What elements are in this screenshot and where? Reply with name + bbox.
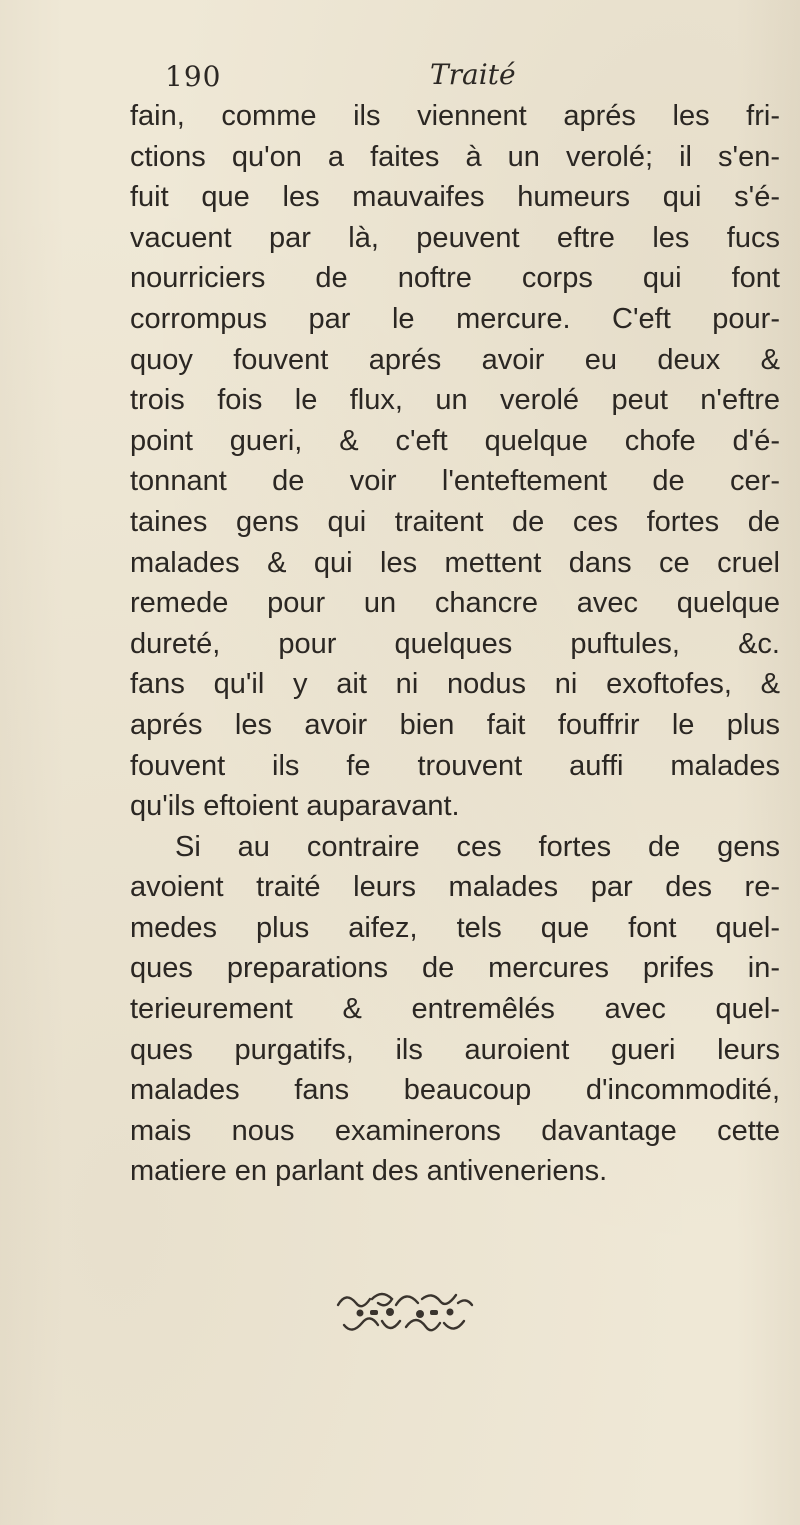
text-line: qu'ils eftoient auparavant. <box>130 790 460 823</box>
text-line: fain, comme ils viennent aprés les fri- <box>130 100 780 132</box>
text-line: fuit que les mauvaifes humeurs qui s'é- <box>130 181 780 214</box>
text-line: ctions qu'on a faites à un verolé; il s'en- <box>130 140 780 173</box>
running-title: Traité <box>430 58 516 91</box>
text-line: taines gens qui traitent de ces fortes de <box>130 505 780 538</box>
fleuron-ornament-icon <box>330 1285 480 1341</box>
text-line: corrompus par le mercure. C'eft pour- <box>130 302 780 335</box>
text-line: fans qu'il y ait ni nodus ni exoftofes, & <box>130 668 780 701</box>
text-line: avoient traité leurs malades par des re- <box>130 871 780 904</box>
text-line: malades & qui les mettent dans ce cruel <box>130 546 780 579</box>
text-line: point gueri, & c'eft quelque chofe d'é- <box>130 424 780 457</box>
text-line: remede pour un chancre avec quelque <box>130 587 780 620</box>
text-line: aprés les avoir bien fait fouffrir le plus <box>130 708 780 741</box>
text-line: dureté, pour quelques puftules, &c. <box>130 627 780 660</box>
text-line: ques purgatifs, ils auroient gueri leurs <box>130 1033 780 1066</box>
page-header <box>165 60 765 100</box>
text-line: trois fois le flux, un verolé peut n'eftre <box>130 384 780 417</box>
paragraph-1 <box>130 96 780 827</box>
text-line: Si au contraire ces fortes de gens <box>175 830 780 863</box>
text-line: ques preparations de mercures prifes in- <box>130 952 780 985</box>
text-line: fouvent ils fe trouvent auffi malades <box>130 749 780 782</box>
text-line: medes plus aifez, tels que font quel- <box>130 911 780 944</box>
text-line: vacuent par là, peuvent eftre les fucs <box>130 221 780 254</box>
text-line: nourriciers de noftre corps qui font <box>130 262 780 295</box>
text-line: quoy fouvent aprés avoir eu deux & <box>130 343 780 376</box>
page-number: 190 <box>165 60 222 93</box>
text-line: mais nous examinerons davantage cette <box>130 1114 780 1147</box>
text-line: tonnant de voir l'enteftement de cer- <box>130 465 780 498</box>
body-text <box>130 96 780 1192</box>
text-line: malades fans beaucoup d'incommodité, <box>130 1074 780 1107</box>
text-line: terieurement & entremêlés avec quel- <box>130 993 780 1026</box>
text-line: matiere en parlant des antiveneriens. <box>130 1155 608 1188</box>
paragraph-2 <box>130 827 780 1192</box>
